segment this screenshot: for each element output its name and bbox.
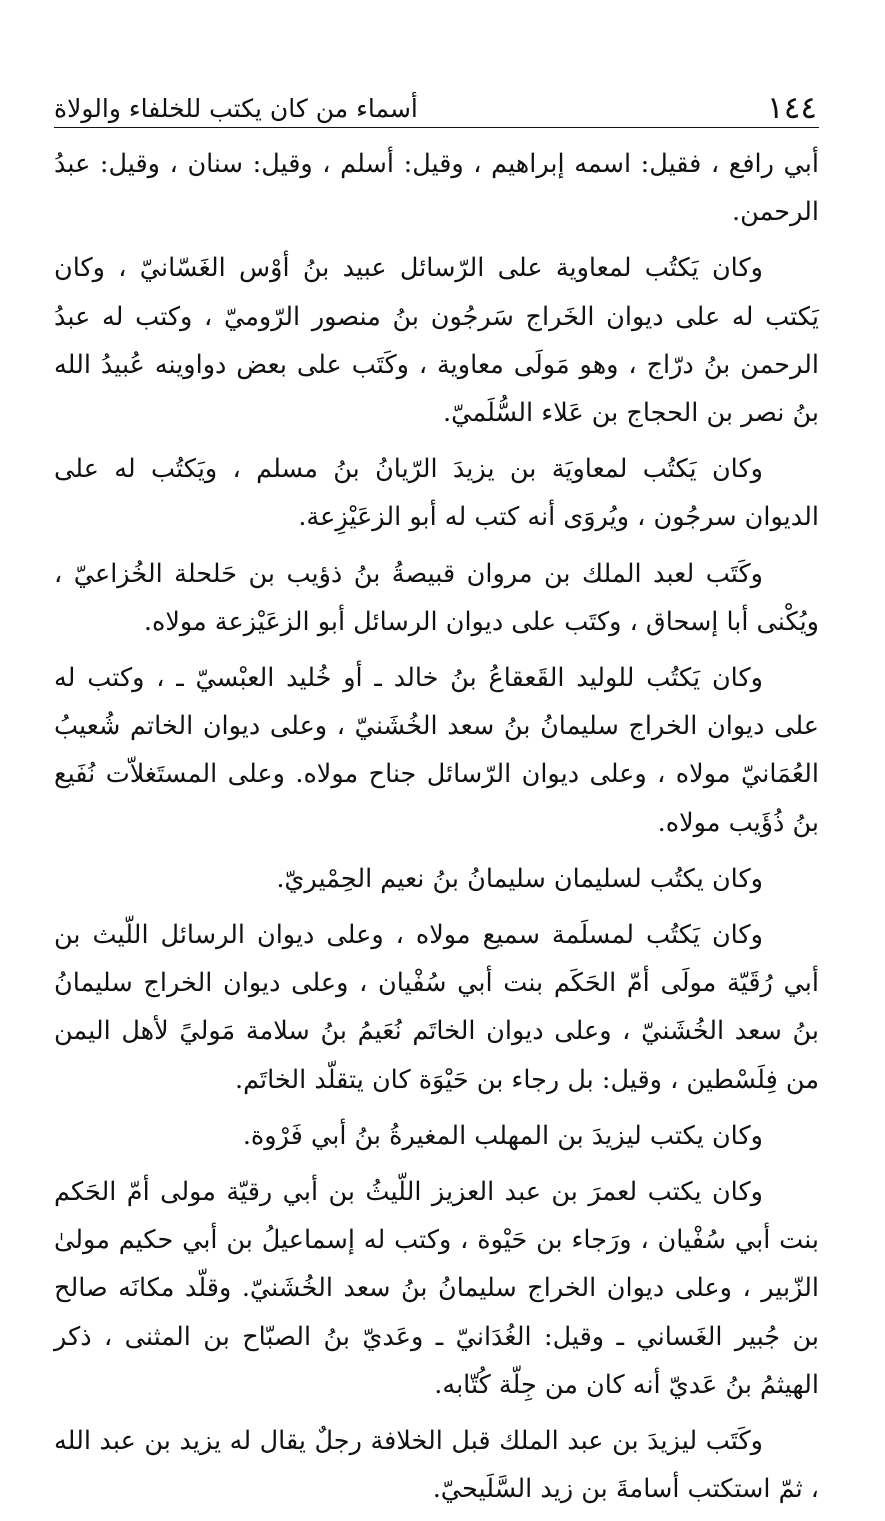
paragraph-10: وكَتَب ليزيدَ بن عبد الملك قبل الخلافة رجلٌ يقال له يزيد بن عبد الله ، ثمّ استكتب أسامةَ بن زيد السَّلَيحيّ.: [54, 1426, 819, 1505]
paragraph-5: وكان يَكتُب للوليد القَعقاعُ بنُ خالد ـ أو خُليد العبْسيّ ـ ، وكتب له على ديوان الخراج سليمانُ بنُ سعد الخُشَنيّ ، وعلى ديوان الخاتم شُعيبُ العُمَانيّ مولاه ، وعلى ديوان الرّسائل جناح مولاه. وعلى المستَغلاّت نُفَيع بنُ ذُؤَيب مولاه.: [54, 663, 819, 838]
running-title: أسماء من كان يكتب للخلفاء والولاة: [54, 94, 418, 123]
paragraph-1: أبي رافع ، فقيل: اسمه إبراهيم ، وقيل: أسلم ، وقيل: سنان ، وقيل: عبدُ الرحمن.: [54, 149, 819, 228]
paragraph-7: وكان يَكتُب لمسلَمة سميع مولاه ، وعلى ديوان الرسائل اللّيث بن أبي رُقَيّة مولَى أمّ الحَكَم بنت أبي سُفْيان ، وعلى ديوان الخراج سليمانُ بنُ سعد الخُشَنيّ ، وعلى ديوان الخاتَم نُعَيمُ بنُ سلامة مَوليً لأهل اليمن من فِلَسْطين ، وقيل: بل رجاء بن حَيْوَة كان يتقلّد الخاتَم.: [54, 920, 819, 1095]
book-page: [54, 88, 819, 1521]
paragraph-2: وكان يَكتُب لمعاوية على الرّسائل عبيد بنُ أوْس الغَسّانيّ ، وكان يَكتب له على ديوان الخَراج سَرجُون بنُ منصور الرّوميّ ، وكتب له عبدُ الرحمن بنُ درّاج ، وهو مَولَى معاوية ، وكَتَب على بعض دواوينه عُبيدُ الله بنُ نصر بن الحجاج بن عَلاء السُّلَميّ.: [54, 253, 819, 429]
paragraph-8: وكان يكتب ليزيدَ بن المهلب المغيرةُ بنُ أبي فَرْوة.: [242, 1120, 763, 1151]
paragraph-3: وكان يَكتُب لمعاويَة بن يزيدَ الرّيانُ بنُ مسلم ، ويَكتُب له على الديوان سرجُون ، ويُروَى أنه كتب له أبو الزعَيْزِعة.: [54, 454, 819, 533]
page-header: [54, 88, 819, 128]
paragraph-6: وكان يكتُب لسليمان سليمانُ بنُ نعيم الحِمْيريّ.: [276, 863, 763, 894]
page-body: [54, 140, 819, 1513]
paragraph-4: وكَتَب لعبد الملك بن مروان قبيصةُ بنُ ذؤيب بن حَلحلة الخُزاعيّ ، ويُكْنى أبا إسحاق ، وكتَب على ديوان الرسائل أبو الزعَيْزعة مولاه.: [54, 558, 819, 637]
page-number: ١٤٤: [767, 90, 817, 126]
paragraph-9: وكان يكتب لعمرَ بن عبد العزيز اللّيثُ بن أبي رقيّة مولى أمّ الحَكم بنت أبي سُفْيان ، ورَجاء بن حَيْوة ، وكتب له إسماعيلُ بن أبي حكيم مولىٰ الزّبير ، وعلى ديوان الخراج سليمانُ بنُ سعد الخُشَنيّ. وقلّد مكانَه صالح بن جُبير الغَساني ـ وقيل: الغُدَانيّ ـ وعَديّ بنُ الصبّاح بن المثنى ، ذكر الهيثمُ بنُ عَديّ أنه كان من جِلّة كُتّابه.: [54, 1177, 819, 1400]
